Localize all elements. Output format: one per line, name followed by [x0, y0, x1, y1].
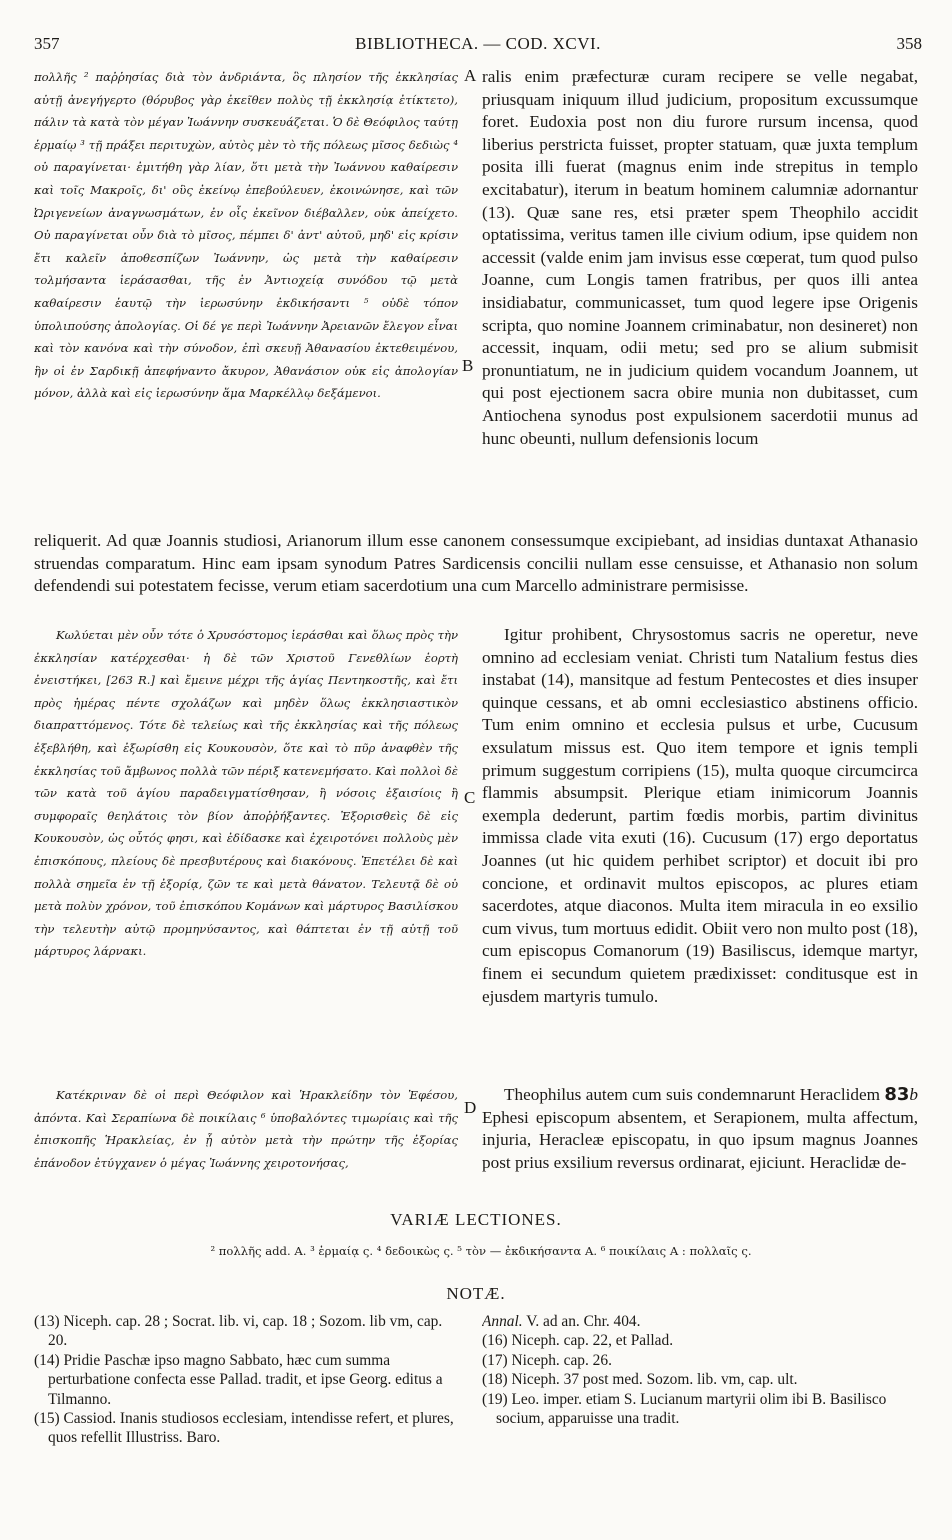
note-15: (15) Cassiod. Inanis studiosos ecclesiam, intendisse refert, et plures, quos refellit Illustriss. Baro. — [34, 1410, 454, 1447]
margin-marker-d: D — [464, 1098, 477, 1117]
notes-left-column — [34, 1312, 454, 1512]
note-13: (13) Niceph. cap. 28 ; Socrat. lib. vi, cap. 18 ; Sozom. lib vm, cap. 20. — [34, 1313, 443, 1350]
column-number: 83 — [884, 1084, 910, 1105]
margin-marker-b: B — [462, 356, 474, 375]
page-number-right: 358 — [896, 34, 922, 53]
latin-column-2: Igitur prohibent, Chrysostomus sacris ne operetur, neve omnino ad ecclesiam veniat. Christi tum Natalium festus dies instabat (14), mansitque ad festum Pentecostes et dies insuper quinque cessans, et ab omni ecclesiastico abstinens officio. Tum enim omnino et ecclesia pulsus et urbe, Cucusum exsulatum missus est. Quo item tempore et ignis templi primum suggestum corripiens (15), multa quoque circumcirca flammis absumpsit. Plerique etiam inimicorum Joannis exempla dederunt, partim fœdis morbis, partim divinitus immissa clade vita exuti (16). Cucusum (17) ergo deportatus Joannes (ut hic quidem perhibet scriptor) et docuit ibi pro concione, et ordinavit multos episcopos, ac plures etiam sacerdotes, atque diaconos. Multa item miracula in eo exsilio cum vivus, tum mortuus edidit. Obiit vero non multo post (18), cum episcopus Comanorum (19) Basiliscus, idemque martyr, finem ei secundum quietem prædixisset: conditusque est in ejusdem martyris tumulo. — [482, 625, 918, 1006]
notae-title: NOTÆ. — [446, 1284, 506, 1303]
column-number-letter: b — [909, 1085, 918, 1104]
note-19: (19) Leo. imper. etiam S. Lucianum martyrii olim ibi B. Basilisco socium, apparuisse una tradit. — [482, 1390, 887, 1428]
margin-marker-a: A — [464, 66, 477, 85]
page-number-left: 357 — [34, 34, 60, 53]
greek-column-1: πολλῆς ² παῤῥησίας διὰ τὸν ἀνδριάντα, ὃς πλησίον τῆς ἐκκλησίας αὐτῇ ἀνεγήγερτο (θόρυβος γὰρ ἐκεῖθεν πολὺς τῇ ἐκκλησίᾳ ἐτίκτετο), πάλιν τὰ κατὰ τὸν μέγαν Ἰωάννην συσκευάζεται. Ὁ δὲ Θεόφιλος ταύτῃ ἑρμαίῳ ³ τῇ πράξει περιτυχὼν, αὐτὸς μὲν τὸ τῆς πόλεως μῖσος δεδιὼς ⁴ οὐ παραγίνεται· ἐμιτήθη γὰρ λίαν, ὅτι μετὰ τὴν Ἰωάννου καθαίρεσιν καὶ τοῖς Μακροῖς, δι' οὓς ἐκείνῳ ἐπεβούλευεν, ἐκοινώνησε, καὶ τῶν Ὠριγενείων ἀναγνωσμάτων, ἐν οἷς ἐκεῖνον διέβαλλεν, οὐκ ἀπείχετο. Οὐ παραγίνεται οὖν διὰ τὸ μῖσος, πέμπει δ' ἀντ' αὐτοῦ, μηδ' εἰς κρίσιν ἔτι καλεῖν ἀποθεσπίζων Ἰωάννην, ὡς μετὰ τὴν καθαίρεσιν τολμήσαντα ἱεράσασθαι, τῆς ἐν Ἀντιοχείᾳ συνόδου τῷ μετὰ καθαίρεσιν ἑαυτῷ τὴν ἱερωσύνην ἐκδικήσαντι ⁵ οὐδὲ τόπον ὑπολιπούσης ἀπολογίας. Οἱ δέ γε περὶ Ἰωάννην Ἀρειανῶν ἔλεγον εἶναι καὶ τὸν κανόνα καὶ τὴν σύνοδον, ἐπὶ σκευῇ Ἀθανασίου ἐκτεθειμένου, ἣν οἱ ἐν Σαρδικῇ ἀπεφήναντο ἄκυρον, Ἀθανάσιον οὐκ εἰς ἀπολογίαν μόνον, ἀλλὰ καὶ εἰς ἱερωσύνην ἅμα Μαρκέλλῳ δεξάμενοι. — [34, 70, 458, 401]
note-14: (14) Pridie Paschæ ipso magno Sabbato, hæc cum summa perturbatione confecta esse Pallad. tradit, et ipse Georg. editus a Tilmanno. — [34, 1351, 443, 1408]
greek-column-3: Κατέκριναν δὲ οἱ περὶ Θεόφιλον καὶ Ἡρακλείδην τὸν Ἐφέσου, ἀπόντα. Καὶ Σεραπίωνα δὲ ποικίλαις ⁶ ὑποβαλόντες τιμωρίαις καὶ τῆς ἐπισκοπῆς Ἡρακλείας, ἐν ᾗ αὐτὸν μετὰ τὴν πρώτην τῆς ἐξορίας ἐπάνοδον ἐτύγχανεν ὁ μέγας Ἰωάννης χειροτονήσας, — [34, 1088, 458, 1170]
note-15-annal: Annal. — [482, 1313, 523, 1330]
variae-lectiones-title: VARIÆ LECTIONES. — [390, 1210, 562, 1229]
latin-full-width: reliquerit. Ad quæ Joannis studiosi, Arianorum illum esse canonem consessumque excipiebant, ad insidias duntaxat Athanasio struendas comparatum. Hinc eam ipsam synodum Patres Sardicensis concilii nullam esse censuisse, et Athanasio non solum defendendi sui potestatem fecisse, verum etiam sacerdotium una cum Marcello administrare permisisse. — [34, 531, 918, 596]
note-16: (16) Niceph. cap. 22, et Pallad. — [482, 1332, 674, 1350]
margin-marker-c: C — [464, 788, 476, 807]
greek-column-2: Κωλύεται μὲν οὖν τότε ὁ Χρυσόστομος ἱεράσθαι καὶ ὅλως πρὸς τὴν ἐκκλησίαν κατέρχεσθαι· ἡ δὲ τῶν Χριστοῦ Γενεθλίων ἑορτὴ ἐνειστήκει, [263 R.] καὶ ἔμεινε μέχρι τῆς ἁγίας Πεντηκοστῆς, καὶ ἔτι πρὸς ἡμέρας πέντε σχολάζων καὶ μηδὲν ὅλως ἐκκλησιαστικὸν διαπραττόμενος. Τότε δὲ τελείως καὶ τῆς ἐκκλησίας καὶ τῆς πόλεως ἐξεβλήθη, καὶ ἐξωρίσθη εἰς Κουκουσὸν, ὅτε καὶ τὸ πῦρ ἀναφθὲν τῆς ἐκκλησίας τοῦ ἄμβωνος πολλὰ τῶν πέριξ κατενεμήσατο. Καὶ πολλοὶ δὲ τῶν κατὰ τοῦ ἁγίου παραδειγματίσθησαν, ἢ νόσοις ἐξαισίοις ἢ συμφοραῖς θεηλάτοις τὸν βίον ἀποῤῥήξαντες. Ἐξορισθεὶς δὲ εἰς Κουκουσὸν, ὡς οὗτός φησι, καὶ ἐδίδασκε καὶ ἐχειροτόνει πολλοὺς μὲν ἐπισκόπους, πλείους δὲ πρεσβυτέρους καὶ διακόνους. Ἐπετέλει δὲ καὶ πολλὰ σημεῖα ἐν τῇ ἐξορίᾳ, ζῶν τε καὶ μετὰ θάνατον. Τελευτᾷ δὲ οὐ μετὰ πολὺν χρόνον, τοῦ ἐπισκόπου Κομάνων καὶ μάρτυρος Βασιλίσκου τὴν τελευτὴν αὐτῷ προμηνύσαντος, καὶ θάπτεται ἐν τῇ αὐτῇ τοῦ μάρτυρος λάρνακι. — [34, 628, 458, 959]
latin-column-1: ralis enim præfecturæ curam recipere se velle negabat, priusquam iniquum illud judicium, propositum excussumque foret. Eudoxia post non diu furore rursum incensa, quod liberius perstricta fuisset, propter statuam, quæ juxta templum posita illi fuerat (magnus enim inde strepitus in templo excitabatur), iterum in beatum hominem calumniæ adornantur (13). Quæ sane res, etsi præter spem Theophilo accidit optatissima, veritus tamen ille civium odium, ipse quidem non accessit (valde enim jam invisus esse cœperat, tum quod pulso Joanne, cum Longis tamen fratribus, per quos illi antea insidiabatur, communicasset, tum quod legere ipse Origenis scripta, quo nomine Joannem criminabatur, non desineret) non accessit, inquam, odii metu; sed pro se alium submisit pronuntiatum, ne in judicium quidem vocandum Joannem, ut qui post ejectionem sacra obire munia non dubitasset, cum Antiochena synodus post expulsionem sacerdotii munus ad hunc obeunti, nullum defensionis locum — [482, 67, 918, 448]
latin-column-3 — [482, 1084, 918, 1200]
running-header — [34, 34, 922, 56]
note-18: (18) Niceph. 37 post med. Sozom. lib. vm, cap. ult. — [482, 1371, 798, 1389]
note-17: (17) Niceph. cap. 26. — [482, 1351, 612, 1369]
running-title: BIBLIOTHECA. — COD. XCVI. — [355, 34, 601, 53]
notes-right-column — [482, 1312, 918, 1512]
latin-3-text-b: Ephesi episcopum absentem, et Serapionem, multa affectum, injuria, Heracleæ episcopatu, in quo ipsum magnus Joannes post prius exsilium reversus ordinarat, ejiciunt. Heraclidæ de- — [482, 1107, 918, 1172]
note-15-continued — [482, 1312, 918, 1331]
note-15-continued-text: V. ad an. Chr. 404. — [522, 1313, 641, 1330]
latin-3-text-a: Theophilus autem cum suis condemnarunt Heraclidem — [504, 1085, 885, 1104]
variae-lectiones-line: ² πολλῆς add. A. ³ ἑρμαίᾳ ς. ⁴ δεδοικὼς ς. ⁵ τὸν — ἐκδικήσαντα A. ⁶ ποικίλαις A : πολλαῖς ς. — [210, 1244, 752, 1258]
